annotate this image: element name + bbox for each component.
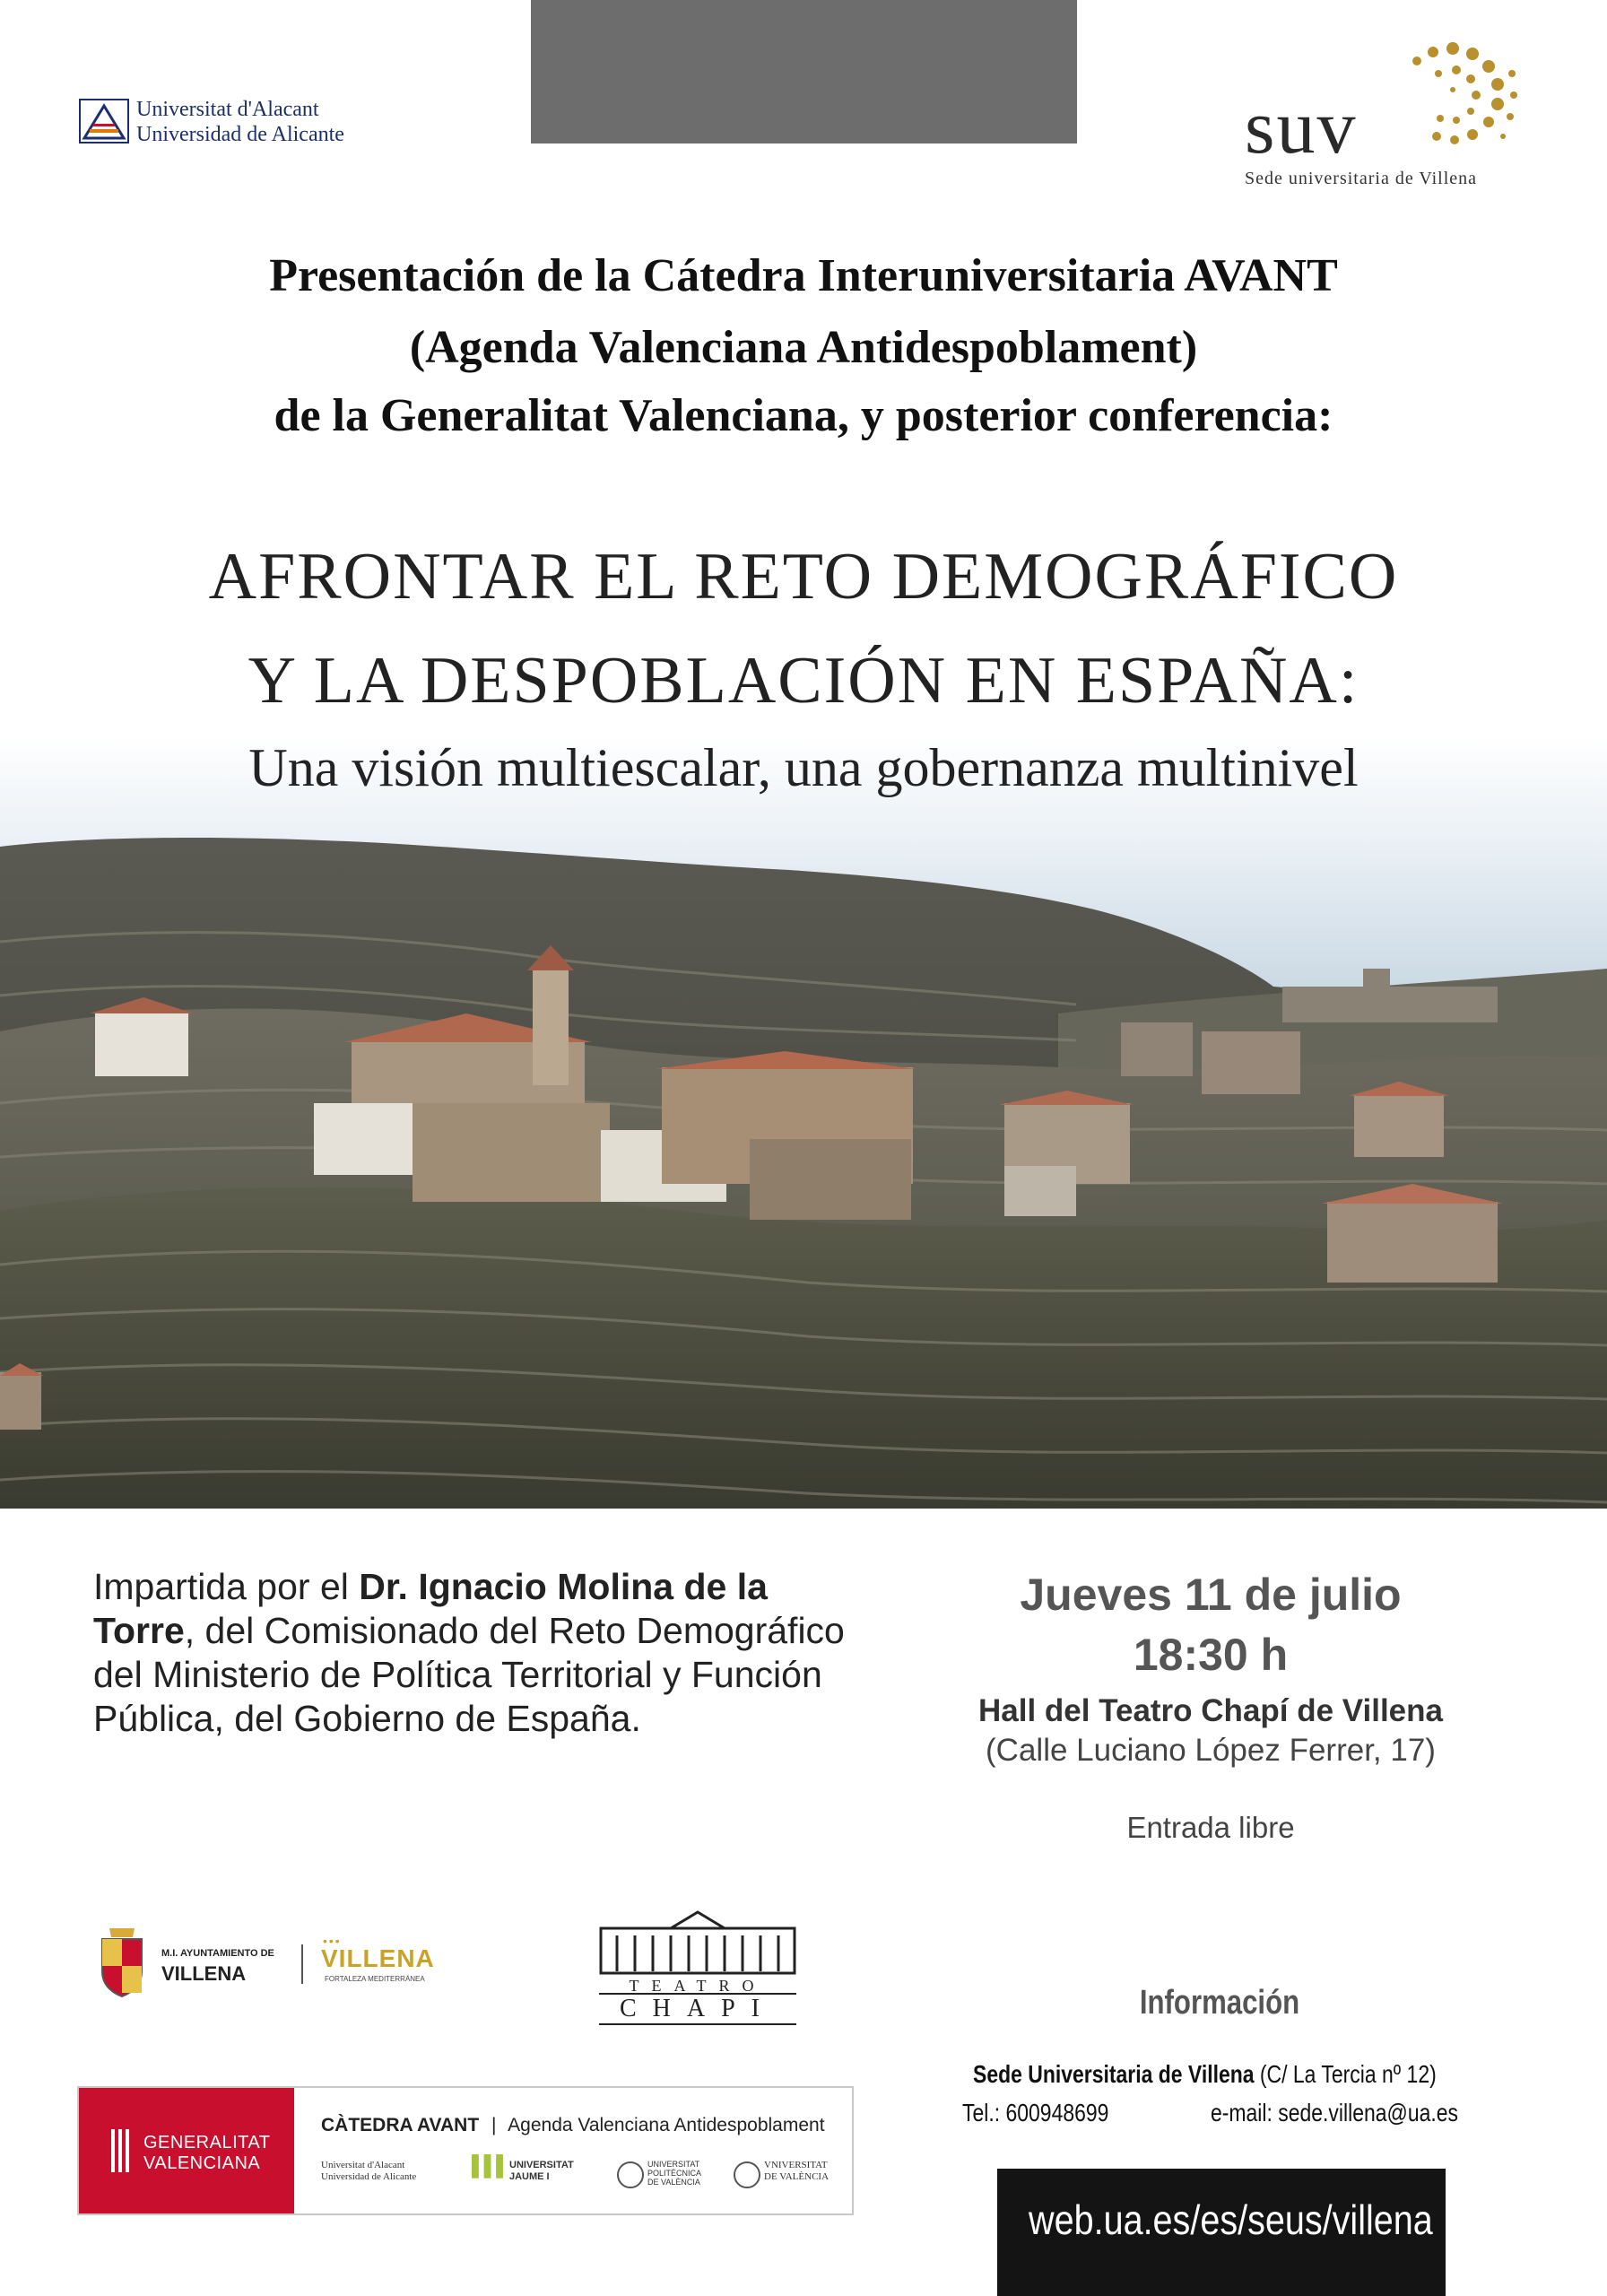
- teatro-chapi-logo: [599, 1909, 796, 2023]
- event-entry: Entrada libre: [1126, 1811, 1295, 1844]
- suv-sunburst-icon: [1345, 36, 1524, 161]
- intro-line-2: (Agenda Valenciana Antidespoblament): [409, 322, 1198, 373]
- mini-upv-line2: POLITÈCNICA: [647, 2169, 702, 2178]
- catedra-title: CÀTEDRA AVANT | Agenda Valenciana Antidespoblament: [321, 2115, 825, 2135]
- villena-coat-of-arms-icon: [97, 1926, 147, 1998]
- sede-address: (C/ La Tercia nº 12): [1254, 2060, 1437, 2088]
- mini-ua-line2: Universidad de Alicante: [321, 2171, 417, 2182]
- gva-line2: VALENCIANA: [143, 2153, 261, 2173]
- event-time: 18:30 h: [1133, 1630, 1289, 1680]
- mini-logo-uji: [472, 2154, 574, 2183]
- upv-seal-icon: [617, 2161, 644, 2188]
- intro-line-3: de la Generalitat Valenciana, y posterior conferencia:: [274, 390, 1333, 441]
- catedra-bold: CÀTEDRA AVANT: [321, 2115, 480, 2135]
- mini-uji-line1: UNIVERSITAT: [509, 2160, 574, 2170]
- website-url[interactable]: web.ua.es/es/seus/villena: [1029, 2196, 1433, 2243]
- suv-subtitle: Sede universitaria de Villena: [1245, 169, 1478, 188]
- telephone: Tel.: 600948699: [962, 2099, 1109, 2126]
- villena-brand: VILLENA: [321, 1944, 435, 1972]
- mini-upv-line1: UNIVERSITAT: [647, 2160, 700, 2169]
- gva-line1: GENERALITAT: [143, 2133, 271, 2152]
- mini-logo-upv: [617, 2160, 701, 2187]
- header-grey-block: [531, 0, 1077, 144]
- ua-logo-line2: Universidad de Alicante: [136, 123, 344, 146]
- teatro-line1: TEATRO: [629, 1977, 767, 1995]
- generalitat-emblem-icon: [109, 2129, 135, 2172]
- ua-emblem-icon: [79, 99, 129, 144]
- speaker-suffix: , del Comisionado del Reto Demográfico del Ministerio de Política Territorial y Función Pública, del Gobierno de España.: [93, 1610, 845, 1739]
- teatro-line2: CHAPI: [599, 1993, 796, 2025]
- mini-logo-ua: [321, 2160, 416, 2183]
- suv-wordmark: suv: [1245, 83, 1358, 170]
- headline-line-2: Y LA DESPOBLACIÓN EN ESPAÑA:: [248, 644, 1359, 718]
- mini-uv-line1: VNIVERSITAT: [764, 2160, 828, 2170]
- speaker-name: Dr. Ignacio Molina de la Torre: [93, 1566, 768, 1651]
- logo-divider: [301, 1944, 303, 1984]
- suv-logo: [1238, 36, 1533, 188]
- village-landscape-photo: [0, 834, 1607, 1509]
- uji-mark-icon: ▌▌▌: [472, 2154, 508, 2177]
- ayuntamiento-line1: M.I. AYUNTAMIENTO DE: [161, 1948, 274, 1959]
- catedra-avant-banner: [77, 2086, 854, 2215]
- mini-uji-line2: JAUME I: [509, 2171, 550, 2182]
- mini-logo-uv: [734, 2160, 829, 2183]
- mini-ua-line1: Universitat d'Alacant: [321, 2160, 405, 2170]
- catedra-text: Agenda Valenciana Antidespoblament: [508, 2115, 825, 2135]
- theatre-facade-icon: [599, 1909, 796, 1975]
- universidad-alicante-logo: [79, 95, 375, 149]
- event-address: (Calle Luciano López Ferrer, 17): [986, 1733, 1436, 1768]
- mini-uv-line2: DE VALÈNCIA: [764, 2171, 830, 2182]
- ua-logo-line1: Universitat d'Alacant: [136, 98, 319, 121]
- speaker-prefix: Impartida por el: [93, 1566, 360, 1607]
- event-venue: Hall del Teatro Chapí de Villena: [977, 1693, 1443, 1728]
- sede-name: Sede Universitaria de Villena: [973, 2060, 1255, 2088]
- villena-tagline: FORTALEZA MEDITERRÁNEA: [325, 1975, 425, 1983]
- event-date: Jueves 11 de julio: [1020, 1570, 1402, 1620]
- headline-subtitle: Una visión multiescalar, una gobernanza multinivel: [248, 738, 1359, 797]
- sede-line: [973, 2060, 1437, 2089]
- speaker-paragraph: [93, 1565, 856, 1741]
- uv-seal-icon: [734, 2161, 760, 2188]
- email: e-mail: sede.villena@ua.es: [1211, 2099, 1459, 2126]
- information-title: Información: [1139, 1984, 1300, 2022]
- mini-upv-line3: DE VALÈNCIA: [647, 2178, 700, 2187]
- ayuntamiento-line2: VILLENA: [161, 1962, 247, 1985]
- villena-logos: [97, 1926, 456, 1998]
- website-banner[interactable]: [997, 2169, 1446, 2296]
- generalitat-valenciana-logo: [79, 2088, 294, 2213]
- intro-line-1: Presentación de la Cátedra Interuniversitaria AVANT: [269, 250, 1338, 301]
- headline-line-1: AFRONTAR EL RETO DEMOGRÁFICO: [208, 540, 1399, 613]
- villena-dots-icon: •••: [323, 1934, 342, 1948]
